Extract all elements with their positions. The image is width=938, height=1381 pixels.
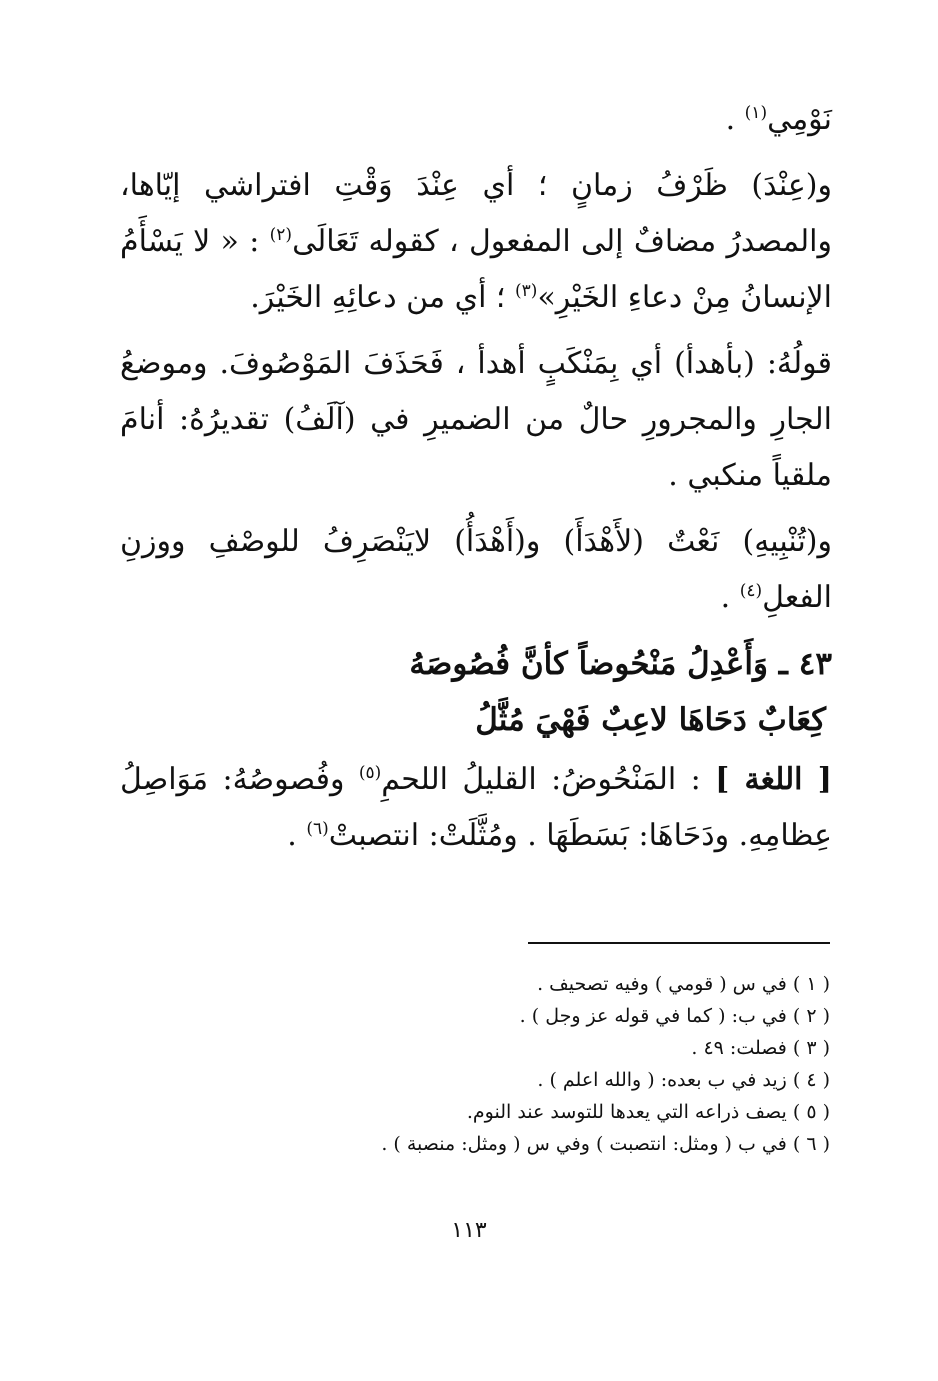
footnote-separator [528,942,830,944]
footnote-2: ( ٢ ) في ب: ( كما في قوله عز وجل ) . [519,1005,830,1027]
main-text [120,92,832,874]
word-nawmi: نَوْمِي [767,102,832,137]
paragraph-3 [120,336,832,504]
footnotes [300,968,830,1160]
footnote-mark-2: (٢) [269,225,293,245]
lugha-end: . [287,818,307,853]
paragraph-4 [120,514,832,626]
footnote-1: ( ١ ) في س ( قومي ) وفيه تصحيف . [537,973,830,995]
footnote-6: ( ٦ ) في ب ( ومثل: انتصبت ) وفي س ( ومثل: منصبة ) . [381,1133,830,1155]
lugha-label: [ اللغة ] [715,762,832,797]
footnote-3: ( ٣ ) فصلت: ٤٩ . [691,1037,830,1059]
verse-second-hemistich: كِعَابٌ دَحَاهَا لاعِبٌ فَهْيَ مُثَّلُ [475,702,826,738]
paragraph-2 [120,158,832,326]
footnote-4: ( ٤ ) زيد في ب بعده: ( والله اعلم ) . [537,1069,830,1091]
paragraph-2-end: ؛ أي من دعائِهِ الخَيْرَ. [250,280,516,315]
footnote-5: ( ٥ ) يصف ذراعه التي يعدها للتوسد عند النوم. [466,1101,830,1123]
verse-first-hemistich: ٤٣ ـ وَأَعْدِلُ مَنْحُوضاً كأنَّ فُصُوصَهُ [409,646,832,682]
footnote-mark-6: (٦) [306,819,329,839]
footnote-mark-4: (٤) [739,581,763,601]
lugha-paragraph [120,752,832,864]
period: . [725,102,736,137]
quran-quote: : « لا يَسْأَمُ الإنسانُ مِنْ دعاءِ الخَيْرِ» [120,224,832,315]
paragraph-4-end: . [720,580,740,615]
paragraph-4-text: و(تُنْبِيهِ) نَعْتٌ (لأَهْدَأَ) و(أَهْدَأُ) لايَنْصَرِفُ للوصْفِ ووزنِ الفعلِ [120,524,832,615]
lugha-text-2: وفُصوصُهُ: مَوَاصِلُ عِظامِهِ. ودَحَاهَا: بَسَطَهَا . ومُثَّلَتْ: انتصبتْ [120,762,832,853]
paragraph-3-text: قولُهُ: (بأهدأ) أي بِمَنْكَبٍ أهدأ ، فَحَذَفَ المَوْصُوفَ. وموضعُ الجارِ والمجرورِ حالٌ من الضميرِ في (آلَفُ) تقديرُهُ: أنامَ ملقياً منكبي . [120,346,832,493]
footnote-mark-3: (٣) [515,281,538,301]
page-number: ١١٣ [451,1218,487,1243]
paragraph-1 [120,92,832,148]
footnote-mark-5: (٥) [358,763,382,783]
footnote-mark-1: (١) [744,103,768,123]
lugha-text: : المَنْحُوضُ: القليلُ اللحمِ [381,762,716,797]
paragraph-2-text: و(عِنْدَ) ظَرْفُ زمانٍ ؛ أي عِنْدَ وَقْتِ افتراشي إيّاها، والمصدرُ مضافٌ إلى المفعول ، كقوله تَعَالَى [120,168,833,259]
